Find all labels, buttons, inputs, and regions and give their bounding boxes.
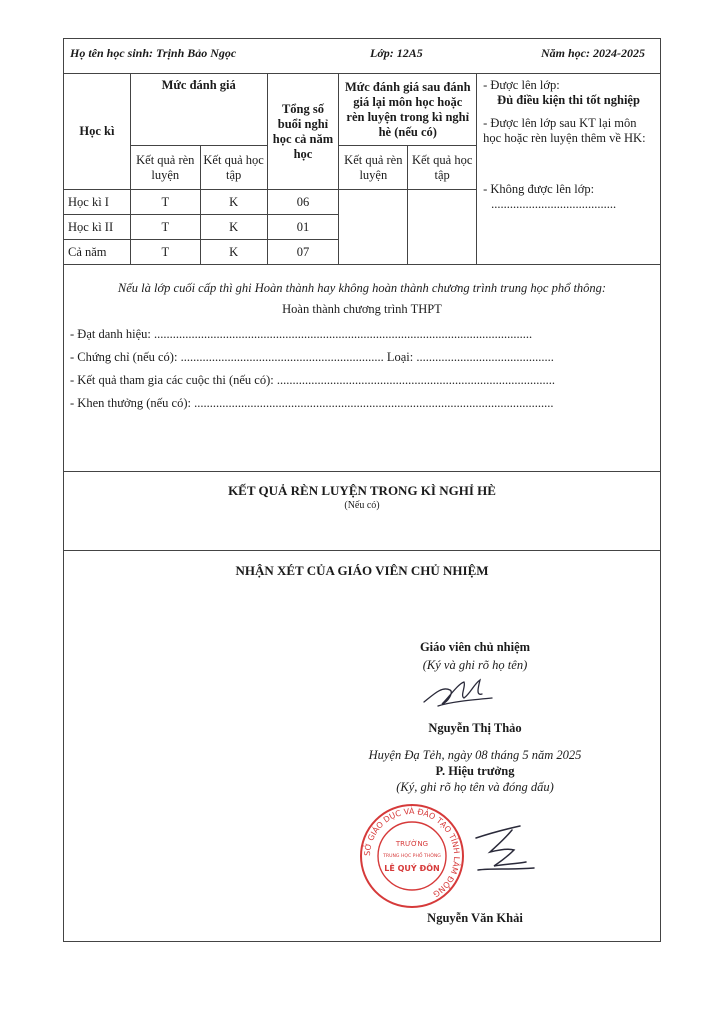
- teacher-name: Nguyễn Thị Thảo: [428, 721, 522, 735]
- behavior-cell: T: [130, 240, 200, 265]
- header-row: [70, 46, 658, 64]
- reassess-header: Mức đánh giá sau đánh giá lại môn học hoặc rèn luyện trong kì nghỉ hè (nếu có): [339, 74, 477, 146]
- signing-date: Huyện Đạ Tẻh, ngày 08 tháng 5 năm 2025: [368, 748, 582, 762]
- learning-cell: K: [200, 190, 267, 215]
- school-year: Năm học: 2024-2025: [541, 46, 645, 60]
- assessment-header: Mức đánh giá: [130, 74, 267, 146]
- not-promoted-dots: ........................................: [491, 197, 617, 211]
- term-cell: Học kì I: [64, 190, 131, 215]
- behavior-cell: T: [130, 215, 200, 240]
- promotion-cell: [477, 74, 661, 265]
- stamp-line2: TRUNG HỌC PHỔ THÔNG: [383, 854, 441, 859]
- absences-cell: 01: [267, 215, 339, 240]
- behavior2-header: Kết quả rèn luyện: [339, 146, 408, 190]
- learning-cell: K: [200, 240, 267, 265]
- principal-role: P. Hiệu trưởng: [435, 764, 515, 778]
- student-name: Họ tên học sinh: Trịnh Bảo Ngọc: [70, 46, 237, 60]
- divider: [63, 550, 661, 551]
- teacher-signature: [420, 672, 500, 712]
- principal-signature: [468, 820, 538, 878]
- teacher-signature-block: [370, 640, 580, 673]
- teacher-name-block: [370, 721, 580, 736]
- behavior-header: Kết quả rèn luyện: [130, 146, 200, 190]
- completion-value: Hoàn thành chương trình THPT: [282, 302, 442, 316]
- class-name: Lớp: 12A5: [370, 46, 423, 60]
- stamp-line1: TRƯỜNG: [395, 840, 429, 848]
- learning-header: Kết quả học tập: [200, 146, 267, 190]
- promoted-after-label: - Được lên lớp sau KT lại môn học hoặc rèn luyện thêm về HK:: [483, 116, 646, 145]
- reassess-learning-cell: [408, 190, 477, 265]
- absences-cell: 07: [267, 240, 339, 265]
- absences-header: Tổng số buổi nghỉ học cả năm học: [267, 74, 339, 190]
- teacher-comment-title: NHẬN XÉT CỦA GIÁO VIÊN CHỦ NHIỆM: [235, 563, 489, 578]
- divider: [63, 471, 661, 472]
- principal-block: [330, 748, 620, 795]
- school-stamp: [358, 802, 466, 910]
- summer-title: KẾT QUẢ RÈN LUYỆN TRONG KÌ NGHỈ HÈ: [228, 483, 496, 498]
- principal-instruction: (Ký, ghi rõ họ tên và đóng dấu): [396, 780, 554, 794]
- stamp-line3: LÊ QUÝ ĐÔN: [384, 864, 440, 873]
- contest-line: - Kết quả tham gia các cuộc thi (nếu có): .........................................................................................: [70, 373, 555, 387]
- teacher-instruction: (Ký và ghi rõ họ tên): [422, 658, 528, 672]
- summer-subtitle: (Nếu có): [344, 500, 380, 511]
- absences-cell: 06: [267, 190, 339, 215]
- completion-note: Nếu là lớp cuối cấp thì ghi Hoàn thành hay không hoàn thành chương trình trung học phổ thông:: [117, 281, 607, 295]
- stamp-outer-text: SỞ GIÁO DỤC VÀ ĐÀO TẠO TỈNH LÂM ĐỒNG: [362, 806, 462, 899]
- principal-name-block: [370, 911, 580, 926]
- award-line: - Khen thưởng (nếu có): ...................................................................................................................: [70, 396, 554, 410]
- promoted-value: Đủ điều kiện thi tốt nghiệp: [497, 93, 640, 107]
- grades-table: [63, 73, 661, 265]
- not-promoted-label: - Không được lên lớp:: [483, 182, 595, 196]
- term-cell: Học kì II: [64, 215, 131, 240]
- title-line: - Đạt danh hiệu: .........................................................................................................................: [70, 327, 533, 341]
- term-cell: Cả năm: [64, 240, 131, 265]
- certificate-line: - Chứng chỉ (nếu có): ................................................................. Loại: ............................................: [70, 350, 554, 364]
- promoted-label: - Được lên lớp:: [483, 78, 560, 92]
- learning-cell: K: [200, 215, 267, 240]
- reassess-behavior-cell: [339, 190, 408, 265]
- behavior-cell: T: [130, 190, 200, 215]
- principal-name: Nguyễn Văn Khải: [427, 911, 523, 925]
- semester-header: Học kì: [64, 74, 131, 190]
- teacher-role: Giáo viên chủ nhiệm: [419, 640, 531, 654]
- learning2-header: Kết quả học tập: [408, 146, 477, 190]
